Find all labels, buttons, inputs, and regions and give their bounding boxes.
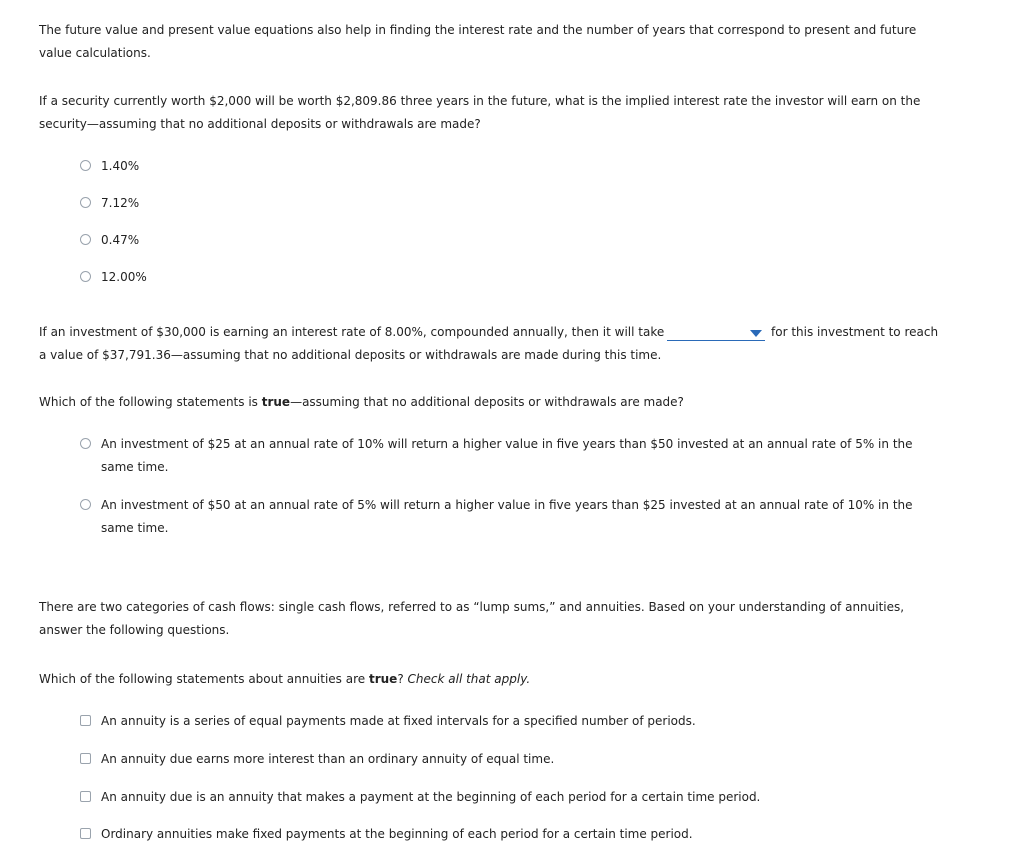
intro-paragraph: The future value and present value equations also help in finding the interest rate and the number of years that correspond to present and future value calculations. [39,23,917,60]
q4-prompt-before: Which of the following statements about annuities are [39,672,366,686]
q1-question-text: If a security currently worth $2,000 will be worth $2,809.86 three years in the future, what is the implied interest rate the investor will earn on the security—assuming that no additional deposits or withdrawals are made? [39,94,921,131]
q1-option-3[interactable] [80,229,139,252]
q3-option-2-label: An investment of $50 at an annual rate of 5% will return a higher value in five years than $25 invested at an annual rate of 10% in the same time. [101,498,913,535]
section2-paragraph: There are two categories of cash flows: single cash flows, referred to as “lump sums,” and annuities. Based on your understanding of annuities, answer the following questions. [39,600,905,637]
chevron-down-icon [750,330,762,337]
radio-button[interactable] [80,234,91,245]
q4-option-4[interactable] [80,823,693,846]
q4-prompt-mid: ? [397,672,404,686]
checkbox[interactable] [80,715,91,726]
q3-prompt-after: —assuming that no additional deposits or withdrawals are made? [290,395,684,409]
years-dropdown[interactable] [667,322,765,341]
q4-option-1-label: An annuity is a series of equal payments made at fixed intervals for a specified number of periods. [101,714,696,728]
q3-question-text [39,391,939,414]
radio-button[interactable] [80,271,91,282]
radio-button[interactable] [80,499,91,510]
radio-button[interactable] [80,160,91,171]
q1-option-1[interactable] [80,155,139,178]
q3-option-1[interactable] [80,433,921,479]
q4-option-3[interactable] [80,786,760,809]
q4-prompt-bold: true [368,672,398,686]
q1-option-3-label: 0.47% [101,233,140,247]
radio-button[interactable] [80,197,91,208]
q1-option-2[interactable] [80,192,139,215]
q3-option-1-label: An investment of $25 at an annual rate of 10% will return a higher value in five years than $50 invested at an annual rate of 5% in the same time. [101,437,913,474]
q1-option-1-label: 1.40% [101,159,140,173]
q3-prompt-before: Which of the following statements is [39,395,258,409]
q4-option-3-label: An annuity due is an annuity that makes a payment at the beginning of each period for a certain time period. [101,790,761,804]
q4-option-4-label: Ordinary annuities make fixed payments at the beginning of each period for a certain time period. [101,827,693,841]
q4-option-2-label: An annuity due earns more interest than an ordinary annuity of equal time. [101,752,555,766]
q4-option-2[interactable] [80,748,554,771]
checkbox[interactable] [80,791,91,802]
q1-option-2-label: 7.12% [101,196,140,210]
q2-text-line2: a value of $37,791.36—assuming that no additional deposits or withdrawals are made during this time. [39,348,662,362]
q4-question-text [39,668,939,691]
q3-option-2[interactable] [80,494,921,540]
q3-prompt-bold: true [261,395,291,409]
radio-button[interactable] [80,438,91,449]
q4-option-1[interactable] [80,710,696,733]
q1-option-4[interactable] [80,266,147,289]
checkbox[interactable] [80,753,91,764]
q2-text-after: for this investment to reach [771,325,939,339]
q2-text-before: If an investment of $30,000 is earning an interest rate of 8.00%, compounded annually, then it will take [39,325,665,339]
checkbox[interactable] [80,828,91,839]
q1-option-4-label: 12.00% [101,270,147,284]
q4-prompt-italic: Check all that apply. [407,672,531,686]
